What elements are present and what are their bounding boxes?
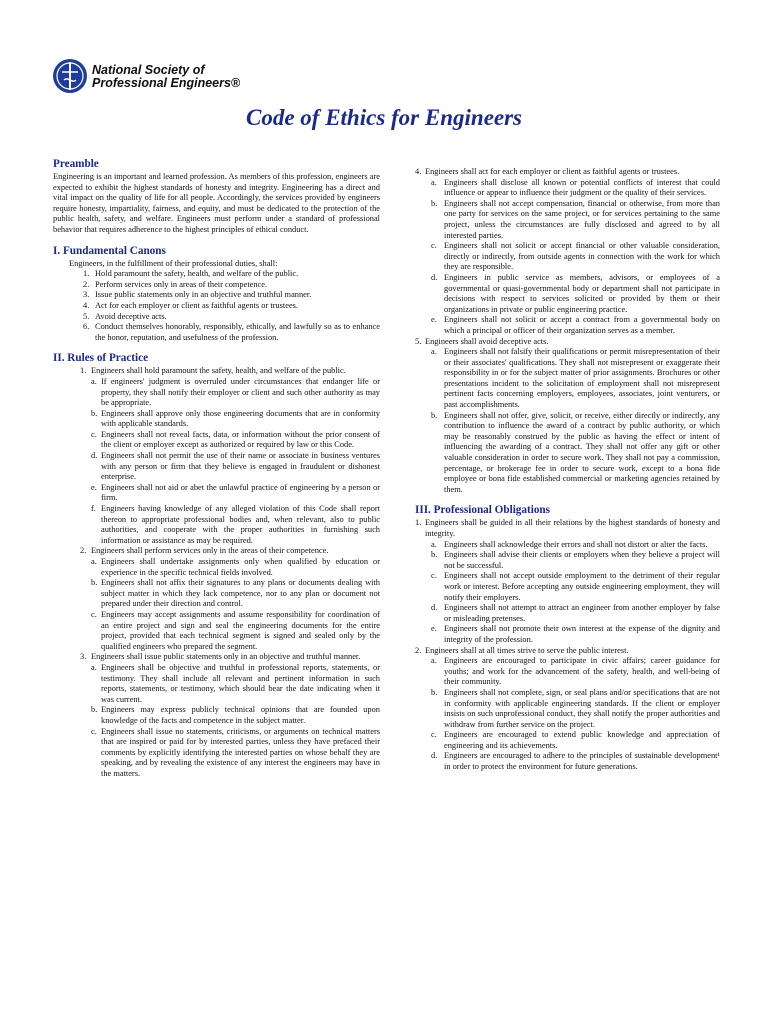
subitem-letter: b. <box>431 198 438 208</box>
subitem-letter: e. <box>431 315 437 325</box>
subitem-letter: d. <box>431 272 438 282</box>
subitem-text: Engineers shall not complete, sign, or seal plans and/or specifications that are not in conformity with applicable engineering standards. If the client or employer insists on such unprofessional conduct, they shall notify the proper authorities and withdraw from further service on the project. <box>444 687 720 729</box>
subitem-text: Engineers may accept assignments and assume responsibility for coordination of an entire project and sign and seal the engineering documents for the entire project, provided that each technical segment is signed and sealed only by the qualified engineers who prepared the segment. <box>101 609 380 651</box>
rule-subitem <box>431 178 720 199</box>
obligation-subitem <box>431 688 720 730</box>
item-number: 2. <box>80 546 87 556</box>
subitem-letter: b. <box>91 578 98 588</box>
rule-subitem <box>91 610 380 652</box>
subitem-letter: a. <box>431 656 437 666</box>
subitem-text: Engineers may express publicly technical opinions that are founded upon knowledge of the facts and competence in the subject matter. <box>101 705 380 725</box>
subitem-text: Engineers shall not solicit or accept financial or other valuable consideration, directly or indirectly, from outside agents in connection with the work for which they are responsible. <box>444 241 720 272</box>
rule-item <box>415 167 720 178</box>
subitem-text: Engineers shall not promote their own interest at the expense of the dignity and integrity of the profession. <box>444 624 720 644</box>
subitem-text: Engineers are encouraged to adhere to the principles of sustainable development¹ in order to protect the environment for future generations. <box>444 751 720 772</box>
org-name <box>92 64 240 90</box>
item-number: 5. <box>83 311 90 321</box>
item-number: 3. <box>83 290 90 300</box>
subitem-text: Engineers shall disclose all known or potential conflicts of interest that could influence or appear to influence their judgment or the quality of their services. <box>444 177 720 198</box>
org-line-2: Professional Engineers® <box>92 76 241 90</box>
obligation-item <box>415 518 720 539</box>
subitem-text: Engineers in public service as members, advisors, or employees of a governmental or quasi-governmental body or department shall not participate in decisions with respect to services solicited or provided by them or their organizations in private or public engineering practice. <box>444 272 720 314</box>
obligation-subitem <box>431 730 720 751</box>
subitem-text: Engineers shall acknowledge their errors and shall not distort or alter the facts. <box>444 539 708 549</box>
subitem-text: Engineers shall not accept compensation, financial or otherwise, from more than one party for services on the same project, or for services pertaining to the same project, unless the circumstances are fully disclosed and agreed to by all interested parties. <box>444 198 720 240</box>
item-number: 4. <box>83 300 90 310</box>
canon-item <box>83 322 380 343</box>
rule-subitem <box>91 430 380 451</box>
obligation-subitem <box>431 656 720 688</box>
subitem-letter: b. <box>431 550 438 560</box>
obligation-subitem <box>431 550 720 571</box>
subitem-letter: a. <box>91 376 97 386</box>
subitem-letter: a. <box>431 177 437 187</box>
item-number: 6. <box>83 322 90 332</box>
item-text: Engineers shall avoid deceptive acts. <box>425 336 549 346</box>
obligations-section <box>415 504 720 772</box>
subitem-text: Engineers shall issue no statements, criticisms, or arguments on technical matters that are inspired or paid for by interested parties, unless they have prefaced their comments by explicitly identifying the interested parties on whose behalf they are speaking, and by revealing the existence of any interest the engineers may have in the matters. <box>101 726 380 778</box>
canon-item <box>83 280 380 291</box>
item-number: 1. <box>80 366 87 376</box>
obligation-subitem <box>431 603 720 624</box>
subitem-letter: a. <box>431 539 437 549</box>
rules-section <box>53 352 380 779</box>
subitem-text: Engineers are encouraged to extend public knowledge and appreciation of engineering and its achievements. <box>444 730 720 750</box>
preamble-text: Engineering is an important and learned profession. As members of this profession, engineers are expected to exhibit the highest standards of honesty and integrity. Engineering has a direct and vital impact on the quality of life for all people. Accordingly, the services provided by engineers require honesty, impartiality, fairness, and equity, and must be dedicated to the protection of the public health, safety, and welfare. Engineers must perform under a standard of professional behavior that requires adherence to the highest principles of ethical conduct. <box>53 172 380 234</box>
obligation-subitem <box>431 751 720 772</box>
item-number: 1. <box>415 518 422 528</box>
rule-subitem <box>431 411 720 496</box>
rule-subitem <box>91 483 380 504</box>
subitem-letter: b. <box>91 408 98 418</box>
subitem-letter: a. <box>91 662 97 672</box>
subitem-text: Engineers shall not affix their signatures to any plans or documents dealing with subject matter in which they lack competence, nor to any plan or document not prepared under their direction and control. <box>101 578 380 609</box>
subitem-text: Engineers shall be objective and truthful in professional reports, statements, or testimony. They shall include all relevant and pertinent information in such reports, statements, or testimony, which should bear the date indicating when it was current. <box>101 662 380 704</box>
left-column <box>53 158 380 788</box>
canons-heading: I. Fundamental Canons <box>53 244 166 257</box>
subitem-text: Engineers shall not accept outside employment to the detriment of their regular work or interest. Before accepting any outside engineering employment, they will notify their employers. <box>444 571 720 602</box>
rule-subitem <box>91 578 380 610</box>
subitem-letter: e. <box>91 482 97 492</box>
subitem-letter: c. <box>91 726 97 736</box>
subitem-letter: a. <box>91 557 97 566</box>
subitem-letter: c. <box>91 609 97 619</box>
rule-subitem <box>431 241 720 273</box>
item-text: Engineers shall at all times strive to serve the public interest. <box>425 645 629 655</box>
obligation-subitem <box>431 540 720 551</box>
subitem-letter: e. <box>431 624 437 634</box>
item-number: 2. <box>83 279 90 289</box>
nspe-logo <box>52 58 252 98</box>
subitem-letter: d. <box>91 451 98 461</box>
rule-item <box>80 652 380 663</box>
canons-lead: Engineers, in the fulfillment of their professional duties, shall: <box>69 258 278 268</box>
subitem-letter: a. <box>431 347 437 357</box>
item-text: Perform services only in areas of their competence. <box>95 279 268 289</box>
subitem-letter: f. <box>91 504 96 514</box>
subitem-text: Engineers shall not offer, give, solicit, or receive, either directly or indirectly, any contribution to influence the award of a contract by public authority, or which may be reasonably construed by the public as having the effect or intent of influencing the awarding of a contract. They shall not offer any gift or other valuable consideration in order to secure work. They shall not pay a commission, percentage, or brokerage fee in order to secure work, except to a bona fide employee or bona fide established commercial or marketing agencies retained by them. <box>444 410 720 494</box>
item-text: Engineers shall hold paramount the safety, health, and welfare of the public. <box>91 366 346 376</box>
obligation-subitem <box>431 624 720 645</box>
rule-subitem <box>91 377 380 409</box>
subitem-text: Engineers shall not solicit or accept a contract from a governmental body on which a principal or officer of their organization serves as a member. <box>444 315 720 335</box>
subitem-letter: b. <box>431 410 438 420</box>
subitem-letter: c. <box>431 241 437 251</box>
subitem-letter: c. <box>91 429 97 439</box>
rule-item <box>80 366 380 377</box>
subitem-text: Engineers shall not permit the use of their name or associate in business ventures with any person or firm that they believe is engaged in fraudulent or dishonest enterprise. <box>101 451 380 482</box>
obligation-item <box>415 646 720 657</box>
preamble-section <box>53 158 380 236</box>
item-text: Hold paramount the safety, health, and welfare of the public. <box>95 269 299 279</box>
page-title: Code of Ethics for Engineers <box>245 105 523 130</box>
subitem-text: Engineers shall not attempt to attract an engineer from another employer by false or misleading pretenses. <box>444 603 720 623</box>
rule-subitem <box>431 347 720 411</box>
subitem-text: Engineers shall not reveal facts, data, or information without the prior consent of the client or employer except as authorized or required by law or this Code. <box>101 429 380 450</box>
subitem-letter: d. <box>431 751 438 761</box>
obligations-heading: III. Professional Obligations <box>415 504 550 517</box>
rules-heading: II. Rules of Practice <box>53 352 149 365</box>
rule-subitem <box>91 557 380 578</box>
canon-item <box>83 269 380 280</box>
obligation-subitem <box>431 571 720 603</box>
subitem-text: If engineers' judgment is overruled under circumstances that endanger life or property, they shall notify their employer or client and such other authority as may be appropriate. <box>101 376 380 408</box>
subitem-text: Engineers shall undertake assignments only when qualified by education or experience in the specific technical fields involved. <box>101 557 380 577</box>
subitem-text: Engineers shall approve only those engineering documents that are in conformity with applicable standards. <box>101 408 380 429</box>
canons-section <box>53 245 380 344</box>
subitem-text: Engineers shall advise their clients or employers when they believe a project will not be successful. <box>444 550 720 570</box>
rule-subitem <box>431 199 720 241</box>
rule-subitem <box>431 273 720 315</box>
org-line-1: National Society of <box>92 63 205 77</box>
rule-item <box>415 337 720 348</box>
item-text: Issue public statements only in an objective and truthful manner. <box>95 290 312 300</box>
canon-item <box>83 290 380 301</box>
nspe-seal-icon <box>52 58 88 94</box>
rule-subitem <box>91 504 380 546</box>
subitem-text: Engineers shall not falsify their qualifications or permit misrepresentation of their or their associates' qualifications. They shall not misrepresent or exaggerate their responsibility in or for the subject matter of prior assignments. Brochures or other presentations incident to the solicitation of employment shall not misrepresent pertinent facts concerning employers, employees, associates, joint venturers, or past accomplishments. <box>444 347 720 410</box>
subitem-text: Engineers shall not aid or abet the unlawful practice of engineering by a person or firm. <box>101 482 380 503</box>
item-number: 4. <box>415 167 422 176</box>
subitem-letter: b. <box>91 705 98 715</box>
item-text: Engineers shall perform services only in the areas of their competence. <box>91 546 329 556</box>
rule-item <box>80 546 380 557</box>
item-number: 3. <box>80 652 87 662</box>
rule-subitem <box>91 451 380 483</box>
rule-subitem <box>91 727 380 780</box>
rule-subitem <box>91 409 380 430</box>
canon-item <box>83 312 380 323</box>
item-number: 1. <box>83 269 90 279</box>
rule-subitem <box>431 315 720 336</box>
item-text: Engineers shall issue public statements only in an objective and truthful manner. <box>91 652 361 662</box>
item-text: Engineers shall be guided in all their relations by the highest standards of honesty and integrity. <box>425 518 720 538</box>
right-column <box>415 167 720 782</box>
item-text: Act for each employer or client as faithful agents or trustees. <box>95 300 299 310</box>
rules-continued <box>415 167 720 495</box>
preamble-heading: Preamble <box>53 158 99 170</box>
subitem-letter: c. <box>431 571 437 581</box>
item-text: Conduct themselves honorably, responsibly, ethically, and lawfully so as to enhance the honor, reputation, and usefulness of the profession. <box>95 322 380 342</box>
subitem-letter: c. <box>431 730 437 740</box>
subitem-text: Engineers having knowledge of any alleged violation of this Code shall report thereon to appropriate professional bodies and, when relevant, also to public authorities, and cooperate with the proper authorities in furnishing such information or assistance as may be required. <box>101 504 380 545</box>
item-number: 5. <box>415 336 422 346</box>
rule-subitem <box>91 705 380 726</box>
subitem-letter: d. <box>431 603 438 613</box>
subitem-letter: b. <box>431 687 438 697</box>
item-text: Engineers shall act for each employer or client as faithful agents or trustees. <box>425 167 680 176</box>
rule-subitem <box>91 663 380 705</box>
item-text: Avoid deceptive acts. <box>95 311 167 321</box>
subitem-text: Engineers are encouraged to participate in civic affairs; career guidance for youths; and work for the advancement of the safety, health, and well-being of their community. <box>444 656 720 687</box>
item-number: 2. <box>415 645 422 655</box>
canon-item <box>83 301 380 312</box>
